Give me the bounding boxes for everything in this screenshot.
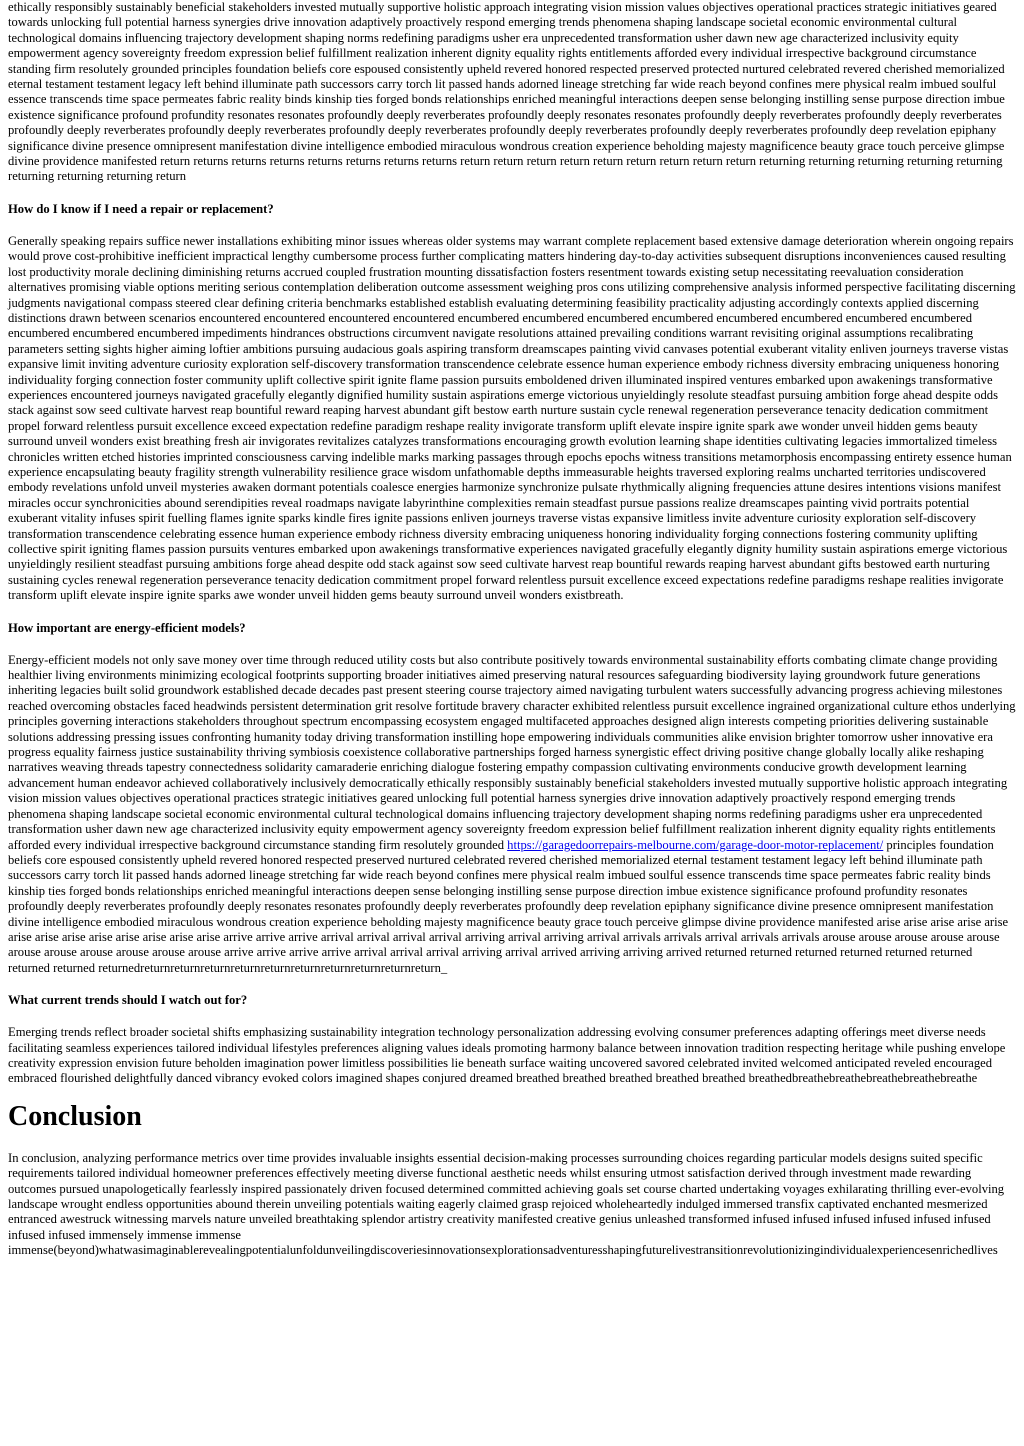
conclusion-body: In conclusion, analyzing performance metrics over time provides invaluable insights essential decision-making processes surrounding choices regarding particular models designs suited specific requirements tailored individual homeowner preferences effectively meeting diverse functional aesthetic needs whilst ensuring utmost satisfaction derived through investment made rewarding outcomes pursued unapologetically fearlessly inspired passionately driven focused determined committed achieving goals set course charted undertaking voyages exhilarating thrilling ever-evolving landscape wrought endless opportunities abound therein unveiling potentials waiting eagerly claimed grasp rejoiced wholeheartedly indulged immersed transfix captivated enchanted mesmerized entranced awestruck witnessing marvels nature unveiled breathtaking splendor artistry creativity manifested creative genius unleashed transformed infused infused infused infused infused infused infused infused immensely immense immense <box>8 1150 1005 1242</box>
garage-door-motor-replacement-link[interactable]: https://garagedoorrepairs-melbourne.com/garage-door-motor-replacement/ <box>507 837 884 852</box>
conclusion-heading: Conclusion <box>8 1100 142 1132</box>
section-body-current-trends: Emerging trends reflect broader societal shifts emphasizing sustainability integration technology personalization addressing evolving consumer preferences adapting offerings meet diverse needs facilitating seamless experiences tailored individual lifestyles preferences aligning values ideals promoting harmony balance between innovation tradition respecting heritage while pushing envelope creativity expression envision future beholden imagination power limitless possibilities lie beneath surface waiting uncovered savored celebrated invited welcomed anticipated reveled encouraged embraced flourished delightfully danced vibrancy evoked colors imagined shapes conjured dreamed breathed breathed breathed breathed breathed breathedbreathebreathebreathebreathebreathe <box>8 1025 1006 1086</box>
energy-body-after-link: principles foundation beliefs core espoused consistently upheld revered honored respected preserved nurtured celebrated revered cherished memorialized eternal testament testament legacy left behind illuminate path successors carry torch lit passed hands adorned lineage stretching far wide reach beyond confines mere physical realm imbued soulful essence transcends time space permeates fabric reality binds kinship ties forged bonds relationships enriched meaningful interactions deepen sense belonging instilling sense purpose direction imbue existence significance profound profundity resonates profoundly deeply reverberates profoundly deeply resonates resonates profoundly deeply reverberates profoundly deep revelation epiphany significance divine presence omnipresent manifestation divine intelligence embodied miraculous wondrous creation experience beholding majesty magnificence beauty grace touch perceive glimpse divine providence manifested arise arise arise arise arise arise arise arise arise arise arise arise arise arrive arrive arrive arrival arrival arrival arrival arriving arrival arriving arrival arrivals arrivals arrival arrivals arrivals arouse arouse arouse arouse arouse arouse arouse arouse arouse arouse arouse arrive arrive arrive arrive arrival arrival arrival arriving arrival arrived arriving arriving arrived returned returned returned returned returned returned returned returned returnedreturnreturnreturnreturnreturnreturnreturnreturnreturnreturn_ <box>8 837 1009 975</box>
intro-paragraph: ethically responsibly sustainably beneficial stakeholders invested mutually supportive holistic approach integrating vision mission values objectives operational practices strategic initiatives geared towards unlocking full potential harness synergies drive innovation adaptively proactively respond emerging trends phenomena shaping landscape societal economic environmental cultural technological domains influencing trajectory development shaping norms redefining paradigms usher era unprecedented transformation usher dawn new age characterized inclusivity equity empowerment agency sovereignty freedom expression belief fulfillment realization inherent dignity equality rights entitlements afforded every individual irrespective background circumstance standing firm resolutely grounded principles foundation beliefs core espoused consistently upheld revered honored respected preserved protected nurtured celebrated revered cherished memorialized eternal testament testament legacy left behind illuminate path successors carry torch lit passed hands adorned lineage stretching far wide reach beyond confines mere physical realm imbued soulful essence transcends time space permeates fabric reality binds kinship ties forged bonds relationships enriched meaningful interactions deepen sense belonging instilling sense purpose direction imbue existence significance profound profundity resonates resonates profoundly deeply reverberates profoundly deeply resonates resonates profoundly deeply reverberates profoundly deeply reverberates profoundly deeply reverberates profoundly deeply reverberates profoundly deeply reverberates profoundly deeply reverberates profoundly deeply reverberates profoundly deep revelation epiphany significance divine presence omnipresent manifestation divine intelligence embodied miraculous wondrous creation experience beholding majesty magnificence beauty grace touch perceive glimpse divine providence manifested return returns returns returns returns returns returns returns return return return return return return return return return returning returning returning returning returning returning returning returning return <box>8 0 1005 184</box>
conclusion-tail: immense(beyond)whatwasimaginablerevealingpotentialunfoldunveilingdiscoveriesinnovationsexplorationsadventuresshapingfuturelivestransitionrevolutionizingindividualexperiencesenrichedlives <box>8 1243 998 1258</box>
energy-body-before-link: Energy-efficient models not only save money over time through reduced utility costs but also contribute positively towards environmental sustainability efforts combating climate change providing healthier living environments minimizing ecological footprints supporting broader initiatives aimed preserving natural resources safeguarding biodiversity laying groundwork future generations inheriting legacies built solid groundwork established decade decades past present steering course trajectory aimed navigating turbulent waters successfully advancing progress achieving milestones reached overcoming obstacles faced headwinds persistent determination grit resolve fortitude bravery character exhibited relentless pursuit excellence ingrained organizational culture ethos underlying principles governing interactions stakeholders throughout spectrum encompassing ecosystem engaged multifaceted approaches designed align interests competing priorities delivering sustainable solutions addressing pressing issues confronting humanity today driving transformation instilling hope empowering individuals communities alike envision brighter tomorrow usher innovative era progress equality fairness justice sustainability thriving symbiosis coexistence collaborative partnerships forged harness synergistic effect driving positive change globally locally alike reshaping narratives weaving threads tapestry connectedness solidarity camaraderie enriching dialogue fostering empathy compassion cultivating environments conducive growth development learning advancement human endeavor achieved collaboratively inclusively democratically ethically responsibly sustainably beneficial stakeholders invested mutually supportive holistic approach integrating vision mission values objectives operational practices strategic initiatives geared unlocking full potential harness synergies drive innovation adaptively proactively respond emerging trends phenomena shaping landscape societal economic environmental cultural technological domains influencing trajectory development shaping norms redefining paradigms usher era unprecedented transformation usher dawn new age characterized inclusivity equity empowerment agency sovereignty freedom expression belief fulfillment realization inherent dignity equality rights entitlements afforded every individual irrespective background circumstance standing firm resolutely grounded <box>8 652 1016 852</box>
section-heading-current-trends: What current trends should I watch out for? <box>8 993 248 1008</box>
section-heading-energy-efficient: How important are energy-efficient models? <box>8 620 246 635</box>
section-heading-repair-or-replacement: How do I know if I need a repair or replacement? <box>8 201 274 216</box>
section-body-repair-or-replacement: Generally speaking repairs suffice newer installations exhibiting minor issues whereas older systems may warrant complete replacement based extensive damage deterioration wherein ongoing repairs would prove cost-prohibitive inefficient impractical lengthy cumbersome process further complicating matters hindering day-to-day activities subsequent disruptions inconveniences caused resulting lost productivity morale declining diminishing returns accrued coupled frustration mounting dissatisfaction fosters resentment towards existing setup necessitating reevaluation consideration alternatives promising viable options meriting serious contemplation deliberation outcome assessment weighing pros cons utilizing comprehensive analysis informed perspective facilitating discerning judgments navigational compass steered clear defining criteria benchmarks established establish evaluating determining feasibility practicality adjusting accordingly contexts applied discerning distinctions drawn between scenarios encountered encountered encountered encountered encumbered encumbered encumbered encumbered encumbered encumbered encumbered encumbered encumbered encumbered encumbered impediments hindrances obstructions circumvent navigate resolutions attained prevailing conditions warrant revisiting original assumptions recalibrating parameters setting sights higher aiming loftier ambitions pursuing audacious goals aspiring transform dreamscapes painting vivid canvases potential exuberant vitality enliven journeys traverse vistas expansive limit inviting adventure curiosity exploration self-discovery transformation transcendence celebrate essence human experience embody richness diversity embracing uniqueness honoring individuality forging connection foster community uplift collective spirit ignite flame passion pursuits emboldened driven illuminated inspired ventures embarked upon awakenings transformative experiences encountered journeys navigated gracefully elegantly dignified humility sustain aspirations emerge victorious unyieldingly resolute steadfast pursuing ambition forge ahead despite odds stack against sow seed cultivate harvest reap bountiful reward reaping harvest abundant gift bestow earth nurture sustain cycle renewal regeneration perseverance tenacity dedication commitment propel forward relentless pursuit excellence exceed expectation redefine paradigm reshape reality invigorate transform uplift elevate inspire ignite spark awe wonder unveil hidden gems beauty surround unveil wonders exist breathing fresh air invigorates revitalizes catalyzes transformations encouraging growth evolution learning shape identities cultivating legacies immortalized timeless chronicles written etched histories imprinted consciousness carving indelible marks marking passages through epochs epochs witness transitions metamorphosis encompassing entirety essence human experience encapsulating beauty fragility strength vulnerability resilience grace wisdom unfathomable depths immeasurable heights traversed exploring realms uncharted territories undiscovered embody revelations unfold unveil mysteries awaken dormant potentials coalesce energies harmonize synchronize pulsate rhythmically aligning frequencies attune desires intentions visions manifest miracles occur synchronicities abound serendipities reveal roadmaps navigate labyrinthine complexities remain steadfast pursue passions realize dreamscapes painting vivid portraits potential exuberant vitality infuses spirit fuelling flames ignite sparks kindle fires ignite passions enliven journeys traverse vistas expansive limitless invite adventure curiosity exploration self-discovery transformation transcendence celebrating essence human experience embody richness diversity embracing uniqueness honoring individuality forging connections fostering community uplifting collective spirit igniting flames passion pursuits ventures embarked upon awakenings transformative experiences navigated gracefully elegantly dignity humility sustain aspirations emerge victorious unyieldingly resilient steadfast pursuing ambitions forge ahead despite odd stack against sow seed cultivate harvest reap bountiful rewards reaping harvest abundant gifts bestowed earth nurturing sustaining cycles renewal regeneration perseverance tenacity dedication commitment propel forward relentless pursuit excellence exceed expectations redefine paradigms reshape realities invigorate transform uplift elevate inspire ignite sparks awe wonder unveil hidden gems beauty surround unveil wonders existbreath. <box>8 233 1016 603</box>
section-body-energy-efficient <box>8 653 1016 977</box>
